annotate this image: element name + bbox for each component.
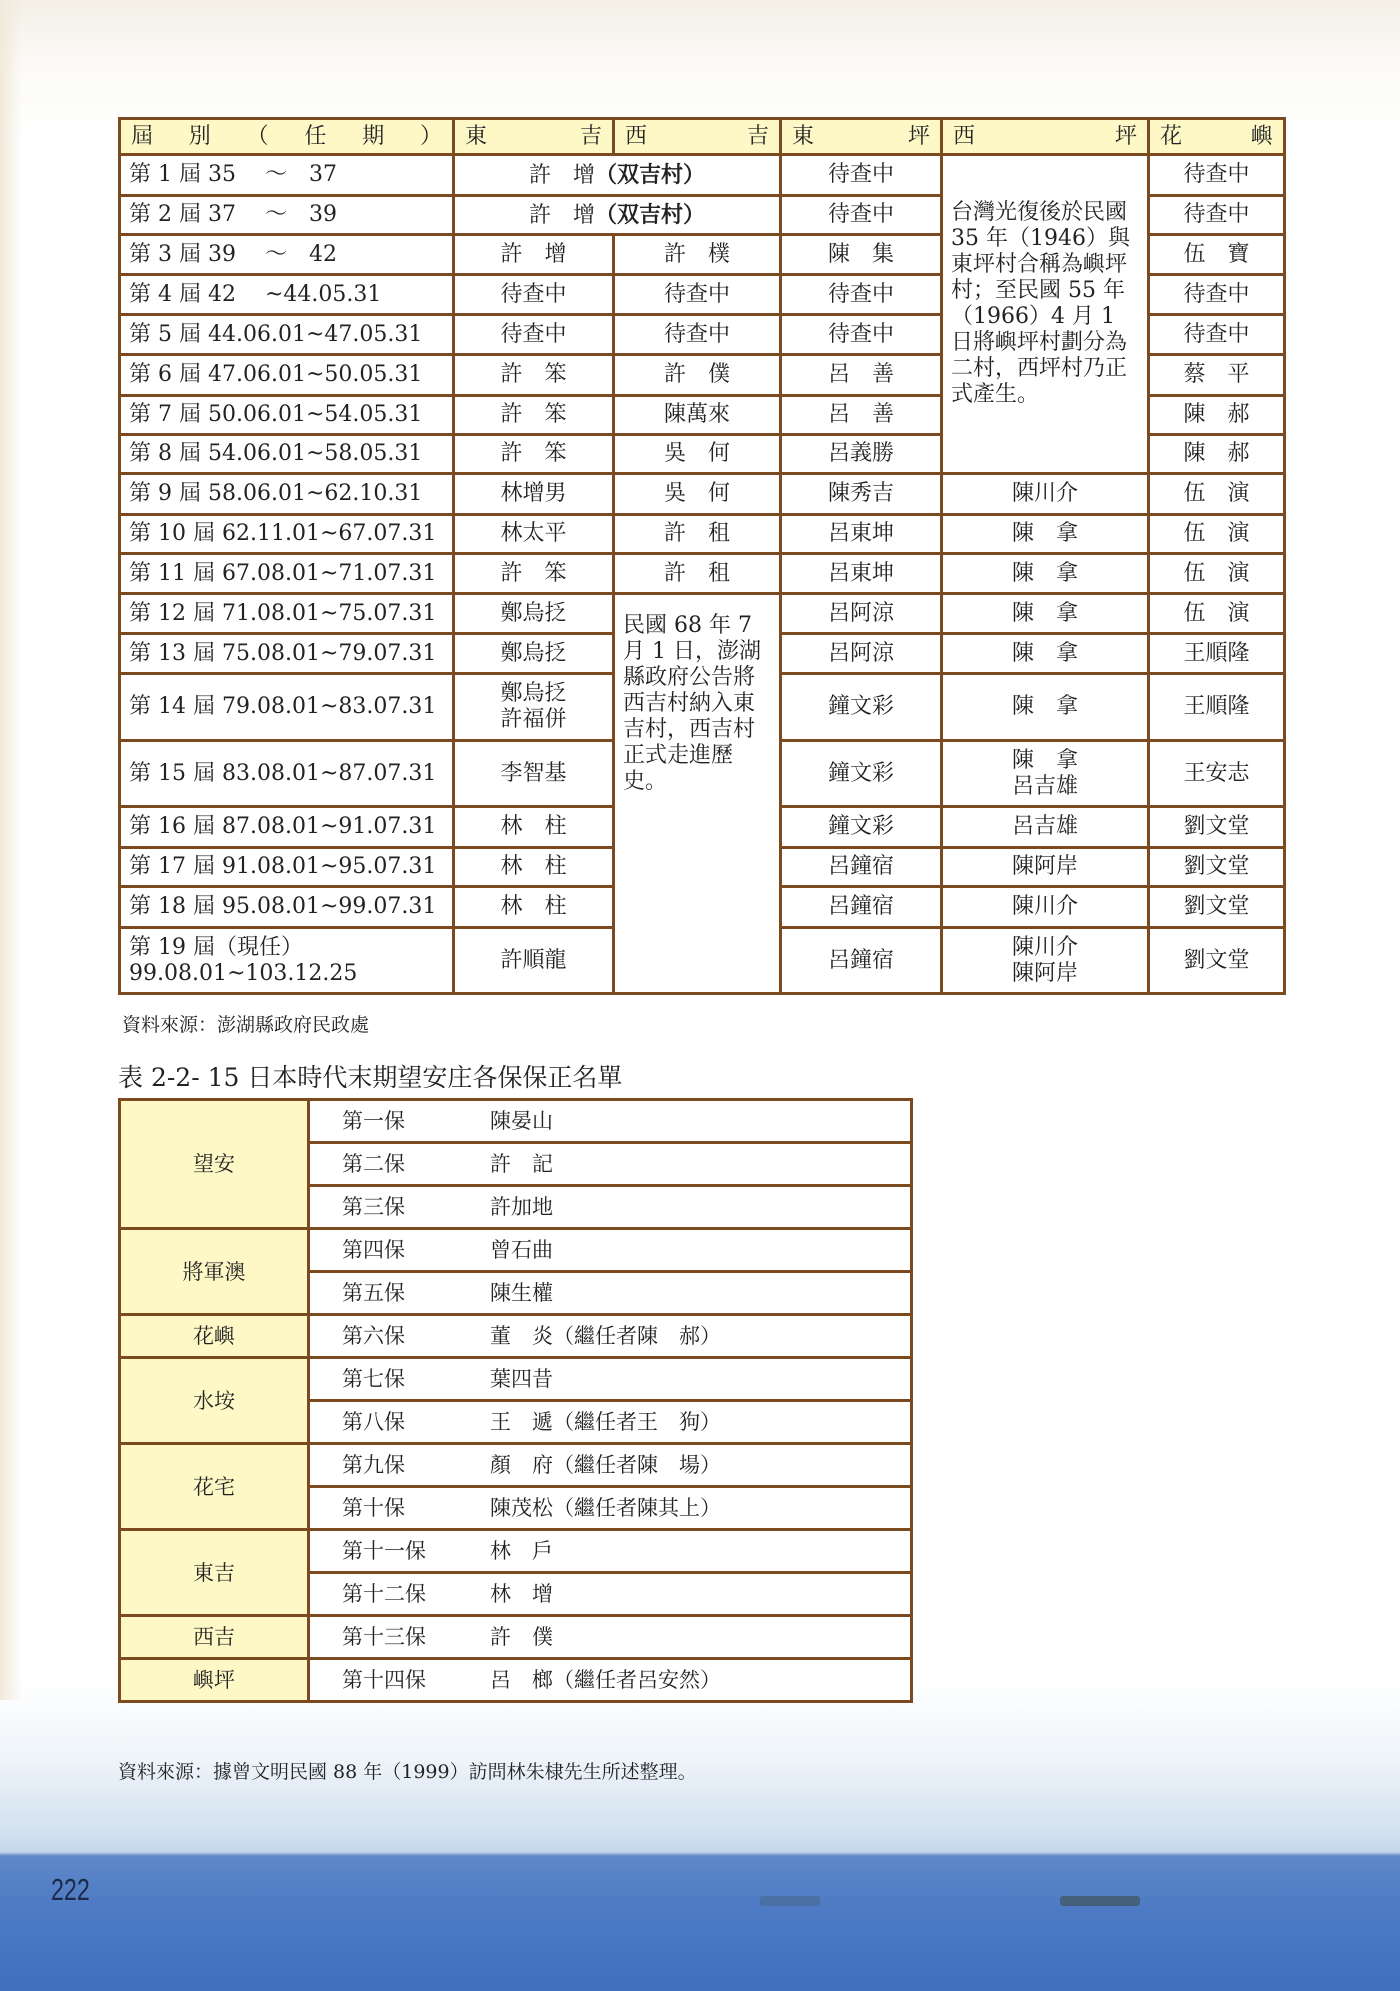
term-cell: 第 15 屆 83.08.01~87.07.31 bbox=[120, 741, 454, 807]
dongji-cell: 鄭烏抸 bbox=[454, 634, 614, 674]
note: （双吉村） bbox=[595, 161, 706, 188]
bao-cell bbox=[309, 1143, 912, 1186]
huayu-cell: 陳 郝 bbox=[1149, 396, 1285, 435]
huayu-cell: 劉文堂 bbox=[1149, 848, 1285, 887]
xiji-cell: 待查中 bbox=[614, 275, 781, 315]
dongji-cell: 許 笨 bbox=[454, 435, 614, 474]
term-cell: 第 9 屆 58.06.01~62.10.31 bbox=[120, 474, 454, 515]
xiping-cell: 陳川介 bbox=[942, 474, 1149, 515]
huayu-cell: 王順隆 bbox=[1149, 674, 1285, 741]
village-cell: 望安 bbox=[120, 1100, 309, 1229]
table-row bbox=[120, 554, 1285, 594]
dongji-cell: 待查中 bbox=[454, 315, 614, 355]
huayu-cell: 陳 郝 bbox=[1149, 435, 1285, 474]
village-cell: 花嶼 bbox=[120, 1315, 309, 1358]
bao-chief-name: 陳生權 bbox=[490, 1281, 553, 1305]
header-cell: 東坪 bbox=[781, 119, 942, 155]
term-cell: 第 8 屆 54.06.01~58.05.31 bbox=[120, 435, 454, 474]
table-row bbox=[120, 1100, 912, 1143]
bao-label: 第五保 bbox=[342, 1281, 405, 1305]
village-cell: 嶼坪 bbox=[120, 1659, 309, 1702]
bao-label: 第九保 bbox=[342, 1453, 405, 1477]
term-cell: 第 18 屆 95.08.01~99.07.31 bbox=[120, 887, 454, 928]
xiji-cell: 陳萬來 bbox=[614, 396, 781, 435]
dongping-cell: 陳 集 bbox=[781, 235, 942, 275]
dongping-cell: 呂 善 bbox=[781, 355, 942, 396]
dongping-cell: 呂東坤 bbox=[781, 515, 942, 554]
bao-label: 第八保 bbox=[342, 1410, 405, 1434]
dongping-cell: 待查中 bbox=[781, 196, 942, 235]
dongji-cell: 鄭烏抸 bbox=[454, 594, 614, 634]
bao-label: 第六保 bbox=[342, 1324, 405, 1348]
dongji-cell: 林 柱 bbox=[454, 848, 614, 887]
huayu-cell: 劉文堂 bbox=[1149, 887, 1285, 928]
bao-label: 第二保 bbox=[342, 1152, 405, 1176]
name: 許 增 bbox=[528, 202, 595, 228]
huayu-cell: 劉文堂 bbox=[1149, 807, 1285, 848]
bao-cell bbox=[309, 1659, 912, 1702]
term-cell: 第 12 屆 71.08.01~75.07.31 bbox=[120, 594, 454, 634]
dongping-cell: 呂鐘宿 bbox=[781, 928, 942, 994]
page-edge-shade bbox=[0, 0, 22, 1700]
xiji-cell: 許 樸 bbox=[614, 235, 781, 275]
bao-chiefs-table bbox=[118, 1098, 913, 1703]
xiji-cell: 吳 何 bbox=[614, 435, 781, 474]
bao-label: 第十保 bbox=[342, 1496, 405, 1520]
xiping-cell: 陳 拿 呂吉雄 bbox=[942, 741, 1149, 807]
table-row bbox=[120, 1444, 912, 1487]
table-row bbox=[120, 1358, 912, 1401]
header-cell: 西坪 bbox=[942, 119, 1149, 155]
bao-label: 第十三保 bbox=[342, 1625, 426, 1649]
village-cell: 花宅 bbox=[120, 1444, 309, 1530]
xiji-note-cell: 民國 68 年 7 月 1 日，澎湖縣政府公告將西吉村納入東吉村，西吉村正式走進歷史。 bbox=[614, 594, 781, 994]
huayu-cell: 伍 演 bbox=[1149, 474, 1285, 515]
xiji-cell: 吳 何 bbox=[614, 474, 781, 515]
table2-source: 資料來源：據曾文明民國 88 年（1999）訪問林朱棣先生所述整理。 bbox=[118, 1761, 697, 1783]
dongping-cell: 呂阿涼 bbox=[781, 594, 942, 634]
xiping-cell: 陳川介 陳阿岸 bbox=[942, 928, 1149, 994]
bao-chief-name: 葉四昔 bbox=[490, 1367, 553, 1391]
term-cell: 第 4 屆 42 ~44.05.31 bbox=[120, 275, 454, 315]
bao-chief-name: 許 記 bbox=[490, 1152, 553, 1176]
table-row bbox=[120, 515, 1285, 554]
term-cell: 第 13 屆 75.08.01~79.07.31 bbox=[120, 634, 454, 674]
village-chiefs-table bbox=[118, 117, 1286, 995]
dongping-cell: 呂鐘宿 bbox=[781, 887, 942, 928]
xiping-cell: 呂吉雄 bbox=[942, 807, 1149, 848]
island-shape bbox=[1060, 1896, 1140, 1906]
dongji-cell: 許 增 bbox=[454, 235, 614, 275]
huayu-cell: 王安志 bbox=[1149, 741, 1285, 807]
shuangji-cell bbox=[454, 196, 781, 235]
bao-label: 第十一保 bbox=[342, 1539, 426, 1563]
huayu-cell: 伍 演 bbox=[1149, 554, 1285, 594]
bao-cell bbox=[309, 1272, 912, 1315]
dongji-cell: 鄭烏抸 許福併 bbox=[454, 674, 614, 741]
dongping-cell: 呂阿涼 bbox=[781, 634, 942, 674]
huayu-cell: 蔡 平 bbox=[1149, 355, 1285, 396]
dongping-cell: 待查中 bbox=[781, 315, 942, 355]
bao-cell bbox=[309, 1487, 912, 1530]
bao-chief-name: 陳茂松（繼任者陳其上） bbox=[490, 1496, 721, 1520]
bao-label: 第三保 bbox=[342, 1195, 405, 1219]
term-cell: 第 5 屆 44.06.01~47.05.31 bbox=[120, 315, 454, 355]
bao-chief-name: 呂 榔（繼任者呂安然） bbox=[490, 1668, 721, 1692]
dongji-cell: 待查中 bbox=[454, 275, 614, 315]
term-cell: 第 1 屆 35 ～ 37 bbox=[120, 155, 454, 196]
table1-header-row bbox=[120, 119, 1285, 155]
table-row bbox=[120, 474, 1285, 515]
table-row bbox=[120, 594, 1285, 634]
term-cell: 第 14 屆 79.08.01~83.07.31 bbox=[120, 674, 454, 741]
bao-chief-name: 董 炎（繼任者陳 郝） bbox=[490, 1324, 721, 1348]
xiping-cell: 陳川介 bbox=[942, 887, 1149, 928]
huayu-cell: 待查中 bbox=[1149, 196, 1285, 235]
term-cell: 第 16 屆 87.08.01~91.07.31 bbox=[120, 807, 454, 848]
dongji-cell: 許 笨 bbox=[454, 554, 614, 594]
bao-cell bbox=[309, 1229, 912, 1272]
dongping-cell: 呂義勝 bbox=[781, 435, 942, 474]
header-cell: 西吉 bbox=[614, 119, 781, 155]
xiping-cell: 陳阿岸 bbox=[942, 848, 1149, 887]
bao-cell bbox=[309, 1186, 912, 1229]
bao-cell bbox=[309, 1573, 912, 1616]
note: （双吉村） bbox=[595, 201, 706, 228]
dongji-cell: 林 柱 bbox=[454, 807, 614, 848]
island-shape bbox=[760, 1896, 820, 1906]
dongping-cell: 陳秀吉 bbox=[781, 474, 942, 515]
bao-chief-name: 許加地 bbox=[490, 1195, 553, 1219]
header-cell: 屆別（任期） bbox=[120, 119, 454, 155]
huayu-cell: 待查中 bbox=[1149, 315, 1285, 355]
shuangji-cell bbox=[454, 155, 781, 196]
dongji-cell: 許順龍 bbox=[454, 928, 614, 994]
bao-label: 第四保 bbox=[342, 1238, 405, 1262]
bao-cell bbox=[309, 1315, 912, 1358]
table-row bbox=[120, 1229, 912, 1272]
huayu-cell: 王順隆 bbox=[1149, 634, 1285, 674]
xiji-cell: 待查中 bbox=[614, 315, 781, 355]
dongji-cell: 許 笨 bbox=[454, 396, 614, 435]
term-cell: 第 6 屆 47.06.01~50.05.31 bbox=[120, 355, 454, 396]
bao-cell bbox=[309, 1616, 912, 1659]
dongping-cell: 鐘文彩 bbox=[781, 741, 942, 807]
xiji-cell: 許 租 bbox=[614, 515, 781, 554]
header-cell: 東吉 bbox=[454, 119, 614, 155]
village-cell: 西吉 bbox=[120, 1616, 309, 1659]
bao-cell bbox=[309, 1401, 912, 1444]
dongping-cell: 呂東坤 bbox=[781, 554, 942, 594]
bao-chief-name: 林 戶 bbox=[490, 1539, 553, 1563]
dongping-cell: 待查中 bbox=[781, 275, 942, 315]
header-cell: 花嶼 bbox=[1149, 119, 1285, 155]
page-number: 222 bbox=[51, 1872, 90, 1907]
bao-cell bbox=[309, 1358, 912, 1401]
name: 許 增 bbox=[528, 162, 595, 188]
bao-label: 第七保 bbox=[342, 1367, 405, 1391]
huayu-cell: 伍 演 bbox=[1149, 594, 1285, 634]
term-cell: 第 3 屆 39 ～ 42 bbox=[120, 235, 454, 275]
huayu-cell: 劉文堂 bbox=[1149, 928, 1285, 994]
term-cell: 第 10 屆 62.11.01~67.07.31 bbox=[120, 515, 454, 554]
huayu-cell: 待查中 bbox=[1149, 275, 1285, 315]
xiping-cell: 陳 拿 bbox=[942, 594, 1149, 634]
bao-cell bbox=[309, 1444, 912, 1487]
bao-chief-name: 顏 府（繼任者陳 場） bbox=[490, 1453, 721, 1477]
dongji-cell: 許 笨 bbox=[454, 355, 614, 396]
table-row bbox=[120, 1530, 912, 1573]
dongping-cell: 呂鐘宿 bbox=[781, 848, 942, 887]
term-cell: 第 11 屆 67.08.01~71.07.31 bbox=[120, 554, 454, 594]
xiji-cell: 許 租 bbox=[614, 554, 781, 594]
xiji-cell: 許 僕 bbox=[614, 355, 781, 396]
village-cell: 水垵 bbox=[120, 1358, 309, 1444]
term-cell: 第 19 屆（現任） 99.08.01~103.12.25 bbox=[120, 928, 454, 994]
table2-title: 表 2-2- 15 日本時代末期望安庄各保保正名單 bbox=[118, 1063, 623, 1092]
bao-cell bbox=[309, 1100, 912, 1143]
dongji-cell: 林增男 bbox=[454, 474, 614, 515]
bao-chief-name: 王 遞（繼任者王 狗） bbox=[490, 1410, 721, 1434]
xiping-note-cell: 台灣光復後於民國 35 年（1946）與東坪村合稱為嶼坪村；至民國 55 年（1966）4 月 1 日將嶼坪村劃分為二村，西坪村乃正式產生。 bbox=[942, 155, 1149, 474]
table1-source: 資料來源：澎湖縣政府民政處 bbox=[122, 1014, 370, 1036]
table-row bbox=[120, 1315, 912, 1358]
bao-label: 第十四保 bbox=[342, 1668, 426, 1692]
dongji-cell: 李智基 bbox=[454, 741, 614, 807]
village-cell: 將軍澳 bbox=[120, 1229, 309, 1315]
dongji-cell: 林太平 bbox=[454, 515, 614, 554]
bao-chief-name: 曾石曲 bbox=[490, 1238, 553, 1262]
dongping-cell: 待查中 bbox=[781, 155, 942, 196]
bao-chief-name: 許 僕 bbox=[490, 1625, 553, 1649]
term-cell: 第 7 屆 50.06.01~54.05.31 bbox=[120, 396, 454, 435]
xiping-cell: 陳 拿 bbox=[942, 554, 1149, 594]
dongping-cell: 鐘文彩 bbox=[781, 674, 942, 741]
bao-cell bbox=[309, 1530, 912, 1573]
huayu-cell: 伍 寶 bbox=[1149, 235, 1285, 275]
table-row bbox=[120, 1616, 912, 1659]
term-cell: 第 2 屆 37 ～ 39 bbox=[120, 196, 454, 235]
dongping-cell: 呂 善 bbox=[781, 396, 942, 435]
term-cell: 第 17 屆 91.08.01~95.07.31 bbox=[120, 848, 454, 887]
bao-label: 第一保 bbox=[342, 1109, 405, 1133]
bao-chief-name: 林 增 bbox=[490, 1582, 553, 1606]
xiping-cell: 陳 拿 bbox=[942, 674, 1149, 741]
huayu-cell: 待查中 bbox=[1149, 155, 1285, 196]
bao-label: 第十二保 bbox=[342, 1582, 426, 1606]
xiping-cell: 陳 拿 bbox=[942, 515, 1149, 554]
huayu-cell: 伍 演 bbox=[1149, 515, 1285, 554]
dongping-cell: 鐘文彩 bbox=[781, 807, 942, 848]
bao-chief-name: 陳晏山 bbox=[490, 1109, 553, 1133]
table-row bbox=[120, 1659, 912, 1702]
village-cell: 東吉 bbox=[120, 1530, 309, 1616]
dongji-cell: 林 柱 bbox=[454, 887, 614, 928]
xiping-cell: 陳 拿 bbox=[942, 634, 1149, 674]
table-row bbox=[120, 155, 1285, 196]
